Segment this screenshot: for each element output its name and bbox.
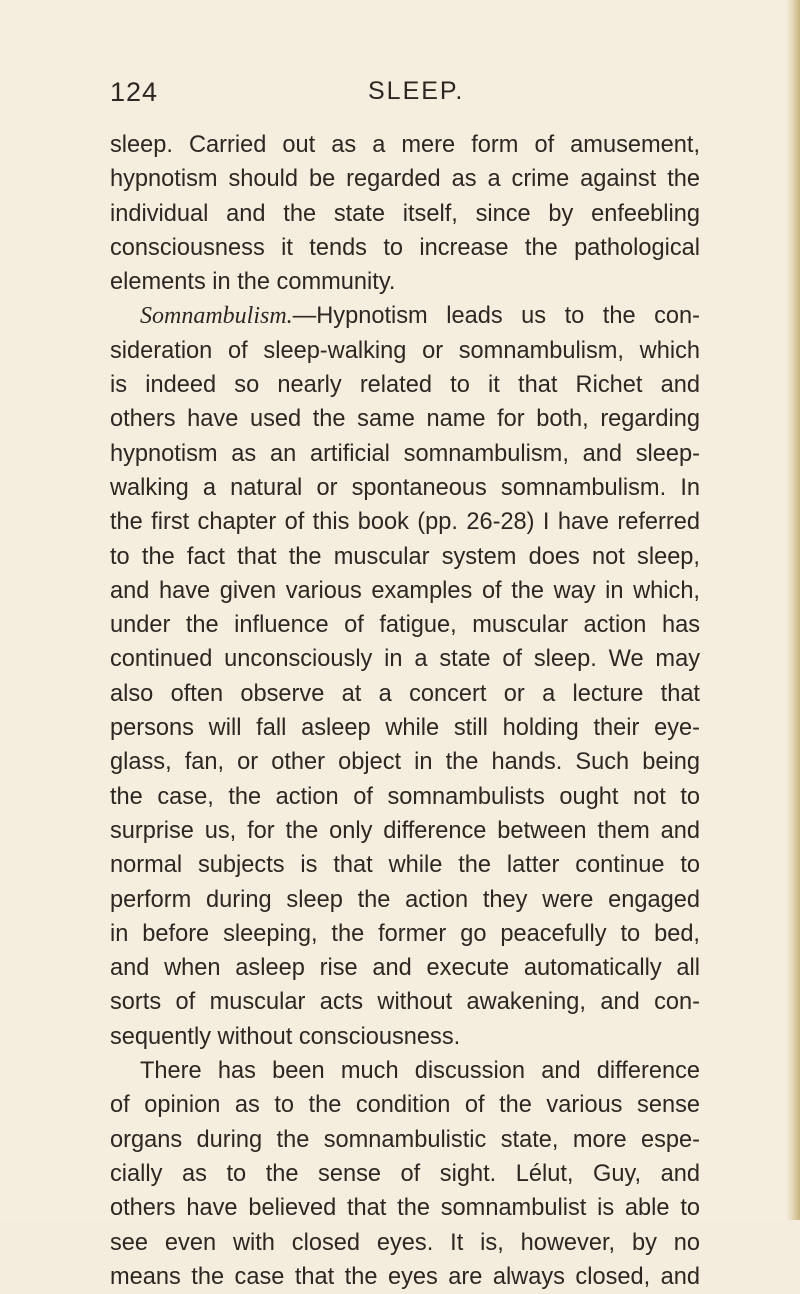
text-line: sequently without consciousness. [110,1023,461,1050]
text-line: in before sleeping, the former go peacefully to bed, [110,920,700,947]
text-line: sleep. Carried out as a mere form of amusement, [110,132,700,158]
text-line: under the influence of fatigue, muscular action has [110,612,700,639]
text-line: cially as to the sense of sight. Lélut, Guy, and [110,1160,700,1187]
body-text [110,128,700,1294]
text-line: surprise us, for the only difference between them and [110,817,700,844]
text-line: also often observe at a concert or a lecture that [110,680,700,707]
text-line: the case, the action of somnambulists ought not to [110,783,700,810]
text-line: normal subjects is that while the latter continue to [110,852,700,879]
text-line: elements in the community. [110,269,396,296]
text-line: and have given various examples of the way in which, [110,577,700,604]
text-line: hypnotism should be regarded as a crime against the [110,166,700,193]
text-line: others have believed that the somnambulist is able to [110,1195,700,1222]
text-line: glass, fan, or other object in the hands. Such being [110,749,700,776]
text-line: and when asleep rise and execute automatically all [110,955,700,982]
text-line: perform during sleep the action they were engaged [110,886,700,913]
text-line: to the fact that the muscular system does not sleep, [110,543,700,570]
text-line: means the case that the eyes are always closed, and [110,1263,700,1290]
text-line: sideration of sleep-walking or somnambulism, which [110,337,700,364]
text-line: of opinion as to the condition of the various sense [110,1092,700,1119]
page-number: 124 [110,77,159,107]
text-line: others have used the same name for both, regarding [110,406,700,433]
page-edge-shadow [786,0,800,1220]
running-title: SLEEP. [368,77,465,105]
text-line: see even with closed eyes. It is, however, by no [110,1229,700,1256]
text-line-section-start [110,299,700,333]
text-line-paragraph-start: There has been much discussion and difference [140,1058,700,1085]
text-line: the first chapter of this book (pp. 26-28) I have referred [110,509,700,536]
text-line: hypnotism as an artificial somnambulism, and sleep- [110,440,700,467]
text-line: persons will fall asleep while still holding their eye- [110,715,700,742]
text-line-content: —Hypnotism leads us to the con- [292,303,700,330]
text-line: walking a natural or spontaneous somnambulism. In [110,474,700,501]
text-line: continued unconsciously in a state of sleep. We may [110,646,700,673]
running-head [110,77,700,111]
text-line: organs during the somnambulistic state, more espe- [110,1126,700,1153]
text-line: is indeed so nearly related to it that Richet and [110,372,700,399]
text-line: sorts of muscular acts without awakening, and con- [110,989,700,1016]
text-line: consciousness it tends to increase the pathological [110,234,700,261]
text-line: individual and the state itself, since by enfeebling [110,200,700,227]
section-heading-somnambulism: Somnambulism. [140,303,293,330]
